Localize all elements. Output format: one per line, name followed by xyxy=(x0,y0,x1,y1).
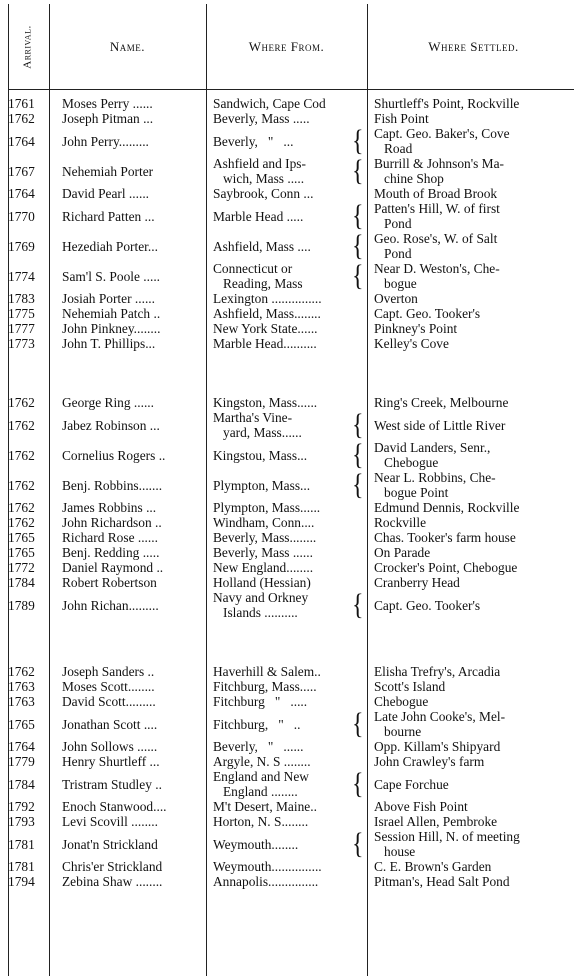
where-from-line: Windham, Conn.... xyxy=(213,515,315,530)
settler-name: John Pinkney........ xyxy=(62,321,161,336)
brace-glyph: { xyxy=(352,438,364,472)
where-settled-line: On Parade xyxy=(374,545,431,560)
where-settled-line: Israel Allen, Pembroke xyxy=(374,814,498,829)
where-settled-line: bogue Point xyxy=(384,485,449,500)
where-from-line: New York State...... xyxy=(213,321,318,336)
where-settled-line: Late John Cooke's, Mel- xyxy=(374,709,506,724)
table-row xyxy=(0,679,580,694)
table-row xyxy=(0,201,580,231)
where-settled xyxy=(374,395,578,410)
settler-name: Joseph Sanders .. xyxy=(62,664,155,679)
where-from-line: New England........ xyxy=(213,560,314,575)
where-from-line: yard, Mass...... xyxy=(223,425,302,440)
settler-name: John Richardson .. xyxy=(62,515,162,530)
where-from xyxy=(213,739,363,754)
table-row xyxy=(0,739,580,754)
where-settled xyxy=(374,777,578,792)
where-settled xyxy=(374,799,578,814)
table-row xyxy=(0,111,580,126)
settler-name: James Robbins ... xyxy=(62,500,157,515)
settler-name: Zebina Shaw ........ xyxy=(62,874,163,889)
where-from-line: Navy and Orkney xyxy=(213,590,309,605)
where-from-line: Holland (Hessian) xyxy=(213,575,311,590)
name-header: Name. xyxy=(109,39,146,54)
arrival-year: 1769 xyxy=(8,238,35,254)
brace-glyph: { xyxy=(352,468,364,502)
table-row xyxy=(0,874,580,889)
where-settled-line: Chas. Tooker's farm house xyxy=(374,530,516,545)
table-row xyxy=(0,96,580,111)
arrival-year: 1762 xyxy=(8,395,35,410)
where-from-line: Weymouth............... xyxy=(213,859,322,874)
where-settled xyxy=(374,739,578,754)
where-settled-line: Kelley's Cove xyxy=(374,336,449,351)
where-from xyxy=(213,306,363,321)
where-from-line: Annapolis............... xyxy=(213,874,319,889)
where-settled xyxy=(374,156,578,186)
table-row xyxy=(0,336,580,351)
where-from xyxy=(213,769,363,799)
where-from-line: Connecticut or xyxy=(213,261,293,276)
where-from xyxy=(213,530,363,545)
settler-name: Benj. Redding ..... xyxy=(62,545,160,560)
where-settled-line: Capt. Geo. Baker's, Cove xyxy=(374,126,510,141)
where-from xyxy=(213,694,363,709)
arrival-year: 1764 xyxy=(8,133,35,149)
where-from xyxy=(213,239,363,254)
settler-name: Jonathan Scott .... xyxy=(62,716,158,732)
where-from-line: Beverly, " ...... xyxy=(213,739,304,754)
settler-name: Tristram Studley .. xyxy=(62,776,162,792)
where-from xyxy=(213,545,363,560)
header-rule xyxy=(8,89,574,90)
arrival-year: 1774 xyxy=(8,268,35,284)
arrival-header: Arrival. xyxy=(21,24,34,69)
where-from-line: Kingston, Mass...... xyxy=(213,395,318,410)
where-from-line: Islands .......... xyxy=(223,605,298,620)
where-from xyxy=(213,590,363,620)
where-from-line: Marble Head ..... xyxy=(213,208,304,224)
where-settled-line: Chebogue xyxy=(374,694,429,709)
where-settled xyxy=(374,814,578,829)
where-settled xyxy=(374,440,578,470)
table-row xyxy=(0,440,580,470)
where-from xyxy=(213,261,363,291)
settler-name: Nehemiah Porter xyxy=(62,163,154,179)
where-settled xyxy=(374,96,578,111)
settler-name: Sam'l S. Poole ..... xyxy=(62,268,161,284)
settler-name: Henry Shurtleff ... xyxy=(62,754,160,769)
where-settled xyxy=(374,575,578,590)
arrival-year: 1779 xyxy=(8,754,35,769)
where-settled-line: house xyxy=(384,844,416,859)
arrival-year: 1762 xyxy=(8,417,35,433)
table-row xyxy=(0,709,580,739)
arrival-year: 1763 xyxy=(8,679,35,694)
settler-name: Joseph Pitman ... xyxy=(62,111,154,126)
settler-name: Benj. Robbins....... xyxy=(62,477,163,493)
arrival-year: 1765 xyxy=(8,545,35,560)
where-from xyxy=(213,410,363,440)
arrival-year: 1781 xyxy=(8,836,35,852)
settler-name: Jabez Robinson ... xyxy=(62,417,160,433)
table-row xyxy=(0,814,580,829)
where-settled xyxy=(374,709,578,739)
table-row xyxy=(0,694,580,709)
table-row xyxy=(0,500,580,515)
where-from-line: Plympton, Mass...... xyxy=(213,500,321,515)
settler-name: David Scott......... xyxy=(62,694,156,709)
arrival-year: 1762 xyxy=(8,664,35,679)
where-settled-line: bourne xyxy=(384,724,422,739)
brace-glyph: { xyxy=(352,767,364,801)
where-from xyxy=(213,111,363,126)
where-settled-line: Shurtleff's Point, Rockville xyxy=(374,96,520,111)
where-settled xyxy=(374,874,578,889)
table-row xyxy=(0,829,580,859)
where-settled xyxy=(374,545,578,560)
arrival-year: 1765 xyxy=(8,716,35,732)
where-from-line: M't Desert, Maine.. xyxy=(213,799,317,814)
where-from xyxy=(213,679,363,694)
where-from xyxy=(213,96,363,111)
brace-glyph: { xyxy=(352,229,364,263)
where-settled-line: Edmund Dennis, Rockville xyxy=(374,500,520,515)
arrival-year: 1784 xyxy=(8,776,35,792)
where-from xyxy=(213,478,363,493)
where-from xyxy=(213,799,363,814)
where-from xyxy=(213,515,363,530)
settler-name: Daniel Raymond .. xyxy=(62,560,164,575)
arrival-year: 1767 xyxy=(8,163,35,179)
arrival-year: 1775 xyxy=(8,306,35,321)
where-from-line: Kingstou, Mass... xyxy=(213,447,308,463)
table-row xyxy=(0,530,580,545)
where-from-line: Beverly, Mass ..... xyxy=(213,111,310,126)
arrival-year: 1761 xyxy=(8,96,35,111)
table-row xyxy=(0,664,580,679)
where-settled xyxy=(374,598,578,613)
where-settled-line: Above Fish Point xyxy=(374,799,468,814)
where-settled-line: Geo. Rose's, W. of Salt xyxy=(374,231,498,246)
settler-name: Jonat'n Strickland xyxy=(62,836,158,852)
where-settled xyxy=(374,111,578,126)
where-settled-line: Road xyxy=(384,141,413,156)
settler-name: Levi Scovill ........ xyxy=(62,814,158,829)
arrival-year: 1772 xyxy=(8,560,35,575)
brace-glyph: { xyxy=(352,827,364,861)
where-from-line: Weymouth........ xyxy=(213,836,299,852)
where-from xyxy=(213,754,363,769)
arrival-year: 1773 xyxy=(8,336,35,351)
where-from xyxy=(213,560,363,575)
where-settled-line: Elisha Trefry's, Arcadia xyxy=(374,664,501,679)
where-settled xyxy=(374,754,578,769)
where-from-line: Reading, Mass xyxy=(223,276,303,291)
arrival-year: 1762 xyxy=(8,515,35,530)
table-row xyxy=(0,859,580,874)
where-settled xyxy=(374,500,578,515)
table-row xyxy=(0,410,580,440)
where-from-line: Saybrook, Conn ... xyxy=(213,186,314,201)
where-settled xyxy=(374,859,578,874)
where-from xyxy=(213,186,363,201)
where-from xyxy=(213,664,363,679)
where-from-line: Ashfield and Ips- xyxy=(213,156,306,171)
settler-name: John T. Phillips... xyxy=(62,336,156,351)
where-settled-line: Opp. Killam's Shipyard xyxy=(374,739,501,754)
where-from-line: Haverhill & Salem.. xyxy=(213,664,321,679)
brace-glyph: { xyxy=(352,154,364,188)
arrival-year: 1777 xyxy=(8,321,35,336)
where-settled-line: Pitman's, Head Salt Pond xyxy=(374,874,510,889)
where-settled xyxy=(374,186,578,201)
where-settled-line: Near L. Robbins, Che- xyxy=(374,470,496,485)
settler-name: Josiah Porter ...... xyxy=(62,291,155,306)
settler-name: Richard Patten ... xyxy=(62,208,155,224)
where-from-header: Where From. xyxy=(248,39,325,54)
where-from xyxy=(213,209,363,224)
arrival-year: 1792 xyxy=(8,799,35,814)
where-settled-line: Chebogue xyxy=(384,455,439,470)
where-from-line: England ........ xyxy=(223,784,298,799)
arrival-year: 1765 xyxy=(8,530,35,545)
where-from xyxy=(213,134,363,149)
where-settled xyxy=(374,560,578,575)
settler-name: Hezediah Porter... xyxy=(62,238,158,254)
settler-name: Moses Perry ...... xyxy=(62,96,153,111)
where-from-line: Marble Head.......... xyxy=(213,336,317,351)
where-settled-line: Pinkney's Point xyxy=(374,321,458,336)
where-from xyxy=(213,500,363,515)
arrival-year: 1793 xyxy=(8,814,35,829)
where-from-line: Ashfield, Mass........ xyxy=(213,306,321,321)
table-row xyxy=(0,126,580,156)
arrival-year: 1783 xyxy=(8,291,35,306)
where-settled-line: David Landers, Senr., xyxy=(374,440,491,455)
arrival-year: 1763 xyxy=(8,694,35,709)
where-settled xyxy=(374,679,578,694)
where-from xyxy=(213,717,363,732)
where-from xyxy=(213,321,363,336)
where-settled-line: Session Hill, N. of meeting xyxy=(374,829,520,844)
where-settled-line: C. E. Brown's Garden xyxy=(374,859,492,874)
table-row xyxy=(0,395,580,410)
settler-name: Moses Scott........ xyxy=(62,679,155,694)
table-row xyxy=(0,754,580,769)
settler-name: Chris'er Strickland xyxy=(62,859,163,874)
where-settled-line: John Crawley's farm xyxy=(374,754,485,769)
settler-name: Richard Rose ...... xyxy=(62,530,158,545)
brace-glyph: { xyxy=(352,408,364,442)
where-settled-line: Cranberry Head xyxy=(374,575,460,590)
where-from-line: Horton, N. S........ xyxy=(213,814,309,829)
where-settled-line: Cape Forchue xyxy=(374,776,449,792)
settler-name: Nehemiah Patch .. xyxy=(62,306,161,321)
settler-name: John Sollows ...... xyxy=(62,739,158,754)
where-settled-line: Pond xyxy=(384,216,412,231)
settler-name: George Ring ...... xyxy=(62,395,154,410)
settler-name: John Richan......... xyxy=(62,597,159,613)
table-row xyxy=(0,575,580,590)
where-settled xyxy=(374,321,578,336)
table-row xyxy=(0,156,580,186)
table-row xyxy=(0,306,580,321)
table-row xyxy=(0,321,580,336)
table-row xyxy=(0,590,580,620)
where-settled xyxy=(374,291,578,306)
settler-name: David Pearl ...... xyxy=(62,186,150,201)
table-row xyxy=(0,261,580,291)
where-settled xyxy=(374,530,578,545)
arrival-year: 1764 xyxy=(8,186,35,201)
where-settled-line: Overton xyxy=(374,291,418,306)
where-from-line: Fitchburg " ..... xyxy=(213,694,308,709)
arrival-year: 1764 xyxy=(8,739,35,754)
where-from-line: Martha's Vine- xyxy=(213,410,293,425)
where-from-line: England and New xyxy=(213,769,309,784)
where-from xyxy=(213,814,363,829)
where-from xyxy=(213,156,363,186)
where-from-line: Argyle, N. S ........ xyxy=(213,754,311,769)
where-from-line: Ashfield, Mass .... xyxy=(213,238,311,254)
where-from xyxy=(213,291,363,306)
arrival-year: 1789 xyxy=(8,597,35,613)
where-settled xyxy=(374,261,578,291)
arrival-year: 1794 xyxy=(8,874,35,889)
brace-glyph: { xyxy=(352,259,364,293)
where-from-line: Lexington ............... xyxy=(213,291,322,306)
where-settled-line: Fish Point xyxy=(374,111,429,126)
brace-glyph: { xyxy=(352,707,364,741)
where-settled xyxy=(374,664,578,679)
where-settled-line: Scott's Island xyxy=(374,679,446,694)
table-row xyxy=(0,769,580,799)
where-settled xyxy=(374,470,578,500)
where-from xyxy=(213,336,363,351)
where-settled xyxy=(374,515,578,530)
brace-glyph: { xyxy=(352,199,364,233)
where-settled-line: West side of Little River xyxy=(374,417,506,433)
arrival-year: 1762 xyxy=(8,477,35,493)
where-from-line: Fitchburg, " .. xyxy=(213,716,301,732)
where-from-line: wich, Mass ..... xyxy=(223,171,305,186)
where-settled-line: Ring's Creek, Melbourne xyxy=(374,395,509,410)
where-settled-line: Rockville xyxy=(374,515,427,530)
where-settled-line: Mouth of Broad Brook xyxy=(374,186,498,201)
where-from-line: Sandwich, Cape Cod xyxy=(213,96,326,111)
where-from-line: Beverly, Mass........ xyxy=(213,530,317,545)
arrival-year: 1762 xyxy=(8,111,35,126)
arrival-year: 1762 xyxy=(8,447,35,463)
where-settled-line: Capt. Geo. Tooker's xyxy=(374,597,481,613)
where-settled xyxy=(374,694,578,709)
where-settled-line: Near D. Weston's, Che- xyxy=(374,261,500,276)
where-settled-line: Crocker's Point, Chebogue xyxy=(374,560,518,575)
settler-name: Enoch Stanwood.... xyxy=(62,799,167,814)
where-settled-line: Patten's Hill, W. of first xyxy=(374,201,500,216)
where-settled xyxy=(374,418,578,433)
where-from xyxy=(213,837,363,852)
where-settled-line: Capt. Geo. Tooker's xyxy=(374,306,481,321)
where-from-line: Beverly, " ... xyxy=(213,133,294,149)
where-settled xyxy=(374,126,578,156)
table-row xyxy=(0,799,580,814)
where-settled xyxy=(374,336,578,351)
arrival-year: 1781 xyxy=(8,859,35,874)
settler-name: John Perry......... xyxy=(62,133,149,149)
where-settled xyxy=(374,231,578,261)
where-settled xyxy=(374,201,578,231)
settler-name: Robert Robertson xyxy=(62,575,157,590)
where-settled-line: bogue xyxy=(384,276,417,291)
where-from xyxy=(213,575,363,590)
table-row xyxy=(0,186,580,201)
table-row xyxy=(0,231,580,261)
table-row xyxy=(0,291,580,306)
where-from xyxy=(213,395,363,410)
where-settled-line: Burrill & Johnson's Ma- xyxy=(374,156,504,171)
where-settled-line: Pond xyxy=(384,246,412,261)
brace-glyph: { xyxy=(352,124,364,158)
where-from-line: Fitchburg, Mass..... xyxy=(213,679,317,694)
where-settled xyxy=(374,829,578,859)
arrival-year: 1762 xyxy=(8,500,35,515)
arrival-year: 1770 xyxy=(8,208,35,224)
where-settled-line: chine Shop xyxy=(384,171,444,186)
where-from xyxy=(213,859,363,874)
where-from xyxy=(213,448,363,463)
settler-name: Cornelius Rogers .. xyxy=(62,447,166,463)
brace-glyph: { xyxy=(352,588,364,622)
arrival-year: 1784 xyxy=(8,575,35,590)
where-from xyxy=(213,874,363,889)
table-row xyxy=(0,470,580,500)
table-row xyxy=(0,545,580,560)
table-row xyxy=(0,560,580,575)
where-from-line: Beverly, Mass ...... xyxy=(213,545,313,560)
where-settled xyxy=(374,306,578,321)
where-from-line: Plympton, Mass... xyxy=(213,477,311,493)
where-settled-header: Where Settled. xyxy=(428,39,519,54)
table-row xyxy=(0,515,580,530)
